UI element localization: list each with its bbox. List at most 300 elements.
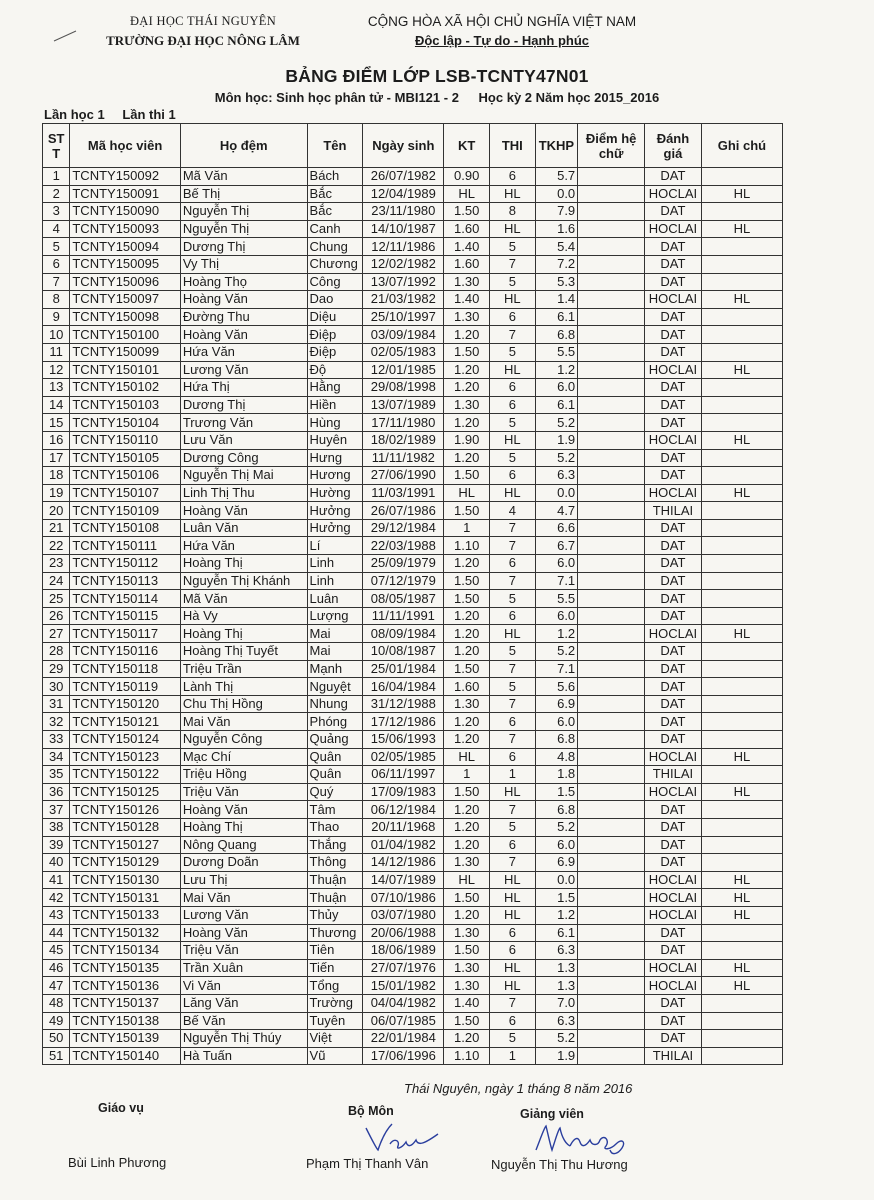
row-birthdate: 12/01/1985 (363, 361, 444, 379)
row-letter-grade (578, 731, 645, 749)
table-row (43, 643, 783, 661)
table-row (43, 361, 783, 379)
row-note (701, 643, 782, 661)
row-birthdate: 29/12/1984 (363, 519, 444, 537)
row-student-id: TCNTY150119 (70, 678, 180, 696)
row-birthdate: 08/05/1987 (363, 590, 444, 608)
row-tkhp: 1.5 (535, 889, 578, 907)
row-letter-grade (578, 220, 645, 238)
row-first-name: Tiến (307, 959, 363, 977)
table-row (43, 238, 783, 256)
table-row (43, 625, 783, 643)
row-letter-grade (578, 942, 645, 960)
row-evaluation: DAT (645, 643, 702, 661)
row-first-name: Lí (307, 537, 363, 555)
row-thi: 6 (490, 836, 536, 854)
table-row (43, 889, 783, 907)
row-evaluation: DAT (645, 379, 702, 397)
table-row (43, 185, 783, 203)
table-row (43, 994, 783, 1012)
row-note (701, 1047, 782, 1065)
row-tkhp: 4.8 (535, 748, 578, 766)
row-first-name: Dao (307, 291, 363, 309)
row-kt: HL (444, 185, 490, 203)
row-student-id: TCNTY150128 (70, 818, 180, 836)
row-kt: 1.20 (444, 625, 490, 643)
row-letter-grade (578, 801, 645, 819)
row-letter-grade (578, 238, 645, 256)
row-evaluation: DAT (645, 818, 702, 836)
row-tkhp: 6.0 (535, 607, 578, 625)
row-middle-name: Mai Văn (180, 889, 307, 907)
row-tkhp: 1.3 (535, 959, 578, 977)
row-student-id: TCNTY150139 (70, 1030, 180, 1048)
row-tkhp: 1.4 (535, 291, 578, 309)
row-first-name: Thao (307, 818, 363, 836)
row-note (701, 695, 782, 713)
row-stt: 46 (43, 959, 70, 977)
row-kt: 1.90 (444, 431, 490, 449)
row-note (701, 343, 782, 361)
row-note (701, 854, 782, 872)
row-letter-grade (578, 255, 645, 273)
row-birthdate: 20/06/1988 (363, 924, 444, 942)
row-student-id: TCNTY150091 (70, 185, 180, 203)
table-row (43, 836, 783, 854)
row-evaluation: DAT (645, 713, 702, 731)
row-birthdate: 13/07/1989 (363, 396, 444, 414)
row-birthdate: 04/04/1982 (363, 994, 444, 1012)
row-evaluation: DAT (645, 660, 702, 678)
row-letter-grade (578, 643, 645, 661)
row-middle-name: Hoàng Văn (180, 502, 307, 520)
row-student-id: TCNTY150116 (70, 643, 180, 661)
row-first-name: Mạnh (307, 660, 363, 678)
row-first-name: Tâm (307, 801, 363, 819)
row-thi: 7 (490, 519, 536, 537)
row-stt: 51 (43, 1047, 70, 1065)
row-thi: 7 (490, 255, 536, 273)
table-row (43, 291, 783, 309)
row-thi: 5 (490, 449, 536, 467)
row-first-name: Huyên (307, 431, 363, 449)
row-evaluation: DAT (645, 255, 702, 273)
row-birthdate: 25/09/1979 (363, 555, 444, 573)
row-note (701, 660, 782, 678)
row-thi: 6 (490, 396, 536, 414)
row-birthdate: 29/08/1998 (363, 379, 444, 397)
row-evaluation: HOCLAI (645, 220, 702, 238)
row-note (701, 1012, 782, 1030)
row-letter-grade (578, 361, 645, 379)
row-tkhp: 1.8 (535, 766, 578, 784)
row-first-name: Quý (307, 783, 363, 801)
row-tkhp: 5.2 (535, 818, 578, 836)
row-first-name: Trường (307, 994, 363, 1012)
row-kt: 1.30 (444, 854, 490, 872)
table-row (43, 255, 783, 273)
row-tkhp: 6.1 (535, 924, 578, 942)
row-note (701, 924, 782, 942)
row-tkhp: 1.9 (535, 431, 578, 449)
row-letter-grade (578, 713, 645, 731)
row-student-id: TCNTY150138 (70, 1012, 180, 1030)
row-kt: 1.30 (444, 695, 490, 713)
row-evaluation: HOCLAI (645, 977, 702, 995)
row-kt: 1.40 (444, 994, 490, 1012)
row-evaluation: DAT (645, 238, 702, 256)
row-birthdate: 18/06/1989 (363, 942, 444, 960)
row-evaluation: HOCLAI (645, 959, 702, 977)
row-tkhp: 1.2 (535, 906, 578, 924)
row-student-id: TCNTY150118 (70, 660, 180, 678)
row-evaluation: DAT (645, 414, 702, 432)
row-middle-name: Hoàng Văn (180, 291, 307, 309)
row-thi: HL (490, 871, 536, 889)
row-evaluation: HOCLAI (645, 783, 702, 801)
row-middle-name: Chu Thị Hồng (180, 695, 307, 713)
table-row (43, 379, 783, 397)
row-evaluation: DAT (645, 537, 702, 555)
row-birthdate: 15/06/1993 (363, 731, 444, 749)
row-letter-grade (578, 396, 645, 414)
row-stt: 47 (43, 977, 70, 995)
row-middle-name: Đường Thu (180, 308, 307, 326)
row-student-id: TCNTY150133 (70, 906, 180, 924)
row-thi: HL (490, 361, 536, 379)
row-thi: 6 (490, 168, 536, 186)
row-stt: 40 (43, 854, 70, 872)
row-middle-name: Dương Công (180, 449, 307, 467)
row-birthdate: 22/01/1984 (363, 1030, 444, 1048)
row-tkhp: 6.7 (535, 537, 578, 555)
row-student-id: TCNTY150109 (70, 502, 180, 520)
row-thi: HL (490, 906, 536, 924)
row-birthdate: 02/05/1985 (363, 748, 444, 766)
row-birthdate: 12/02/1982 (363, 255, 444, 273)
row-middle-name: Triệu Trần (180, 660, 307, 678)
row-thi: 6 (490, 748, 536, 766)
department-head-name: Phạm Thị Thanh Vân (306, 1156, 429, 1171)
row-tkhp: 1.5 (535, 783, 578, 801)
row-note (701, 766, 782, 784)
row-middle-name: Hoàng Thị (180, 625, 307, 643)
row-note (701, 555, 782, 573)
table-row (43, 449, 783, 467)
row-student-id: TCNTY150122 (70, 766, 180, 784)
table-row (43, 660, 783, 678)
table-row (43, 431, 783, 449)
row-thi: HL (490, 431, 536, 449)
row-note: HL (701, 220, 782, 238)
row-letter-grade (578, 678, 645, 696)
page-title: BẢNG ĐIỂM LỚP LSB-TCNTY47N01 (285, 66, 589, 86)
row-birthdate: 17/09/1983 (363, 783, 444, 801)
row-tkhp: 7.1 (535, 660, 578, 678)
row-letter-grade (578, 871, 645, 889)
row-birthdate: 17/06/1996 (363, 1047, 444, 1065)
row-birthdate: 14/10/1987 (363, 220, 444, 238)
row-tkhp: 5.2 (535, 414, 578, 432)
row-tkhp: 6.8 (535, 326, 578, 344)
row-student-id: TCNTY150115 (70, 607, 180, 625)
row-student-id: TCNTY150093 (70, 220, 180, 238)
grades-table (42, 123, 783, 1065)
table-row (43, 467, 783, 485)
row-birthdate: 03/09/1984 (363, 326, 444, 344)
row-letter-grade (578, 590, 645, 608)
row-tkhp: 1.2 (535, 361, 578, 379)
row-letter-grade (578, 836, 645, 854)
row-birthdate: 17/12/1986 (363, 713, 444, 731)
row-middle-name: Nguyễn Thị Thúy (180, 1030, 307, 1048)
row-thi: 5 (490, 678, 536, 696)
row-kt: 1.60 (444, 220, 490, 238)
row-stt: 17 (43, 449, 70, 467)
row-student-id: TCNTY150105 (70, 449, 180, 467)
row-birthdate: 27/07/1976 (363, 959, 444, 977)
row-evaluation: DAT (645, 1012, 702, 1030)
row-first-name: Chung (307, 238, 363, 256)
row-first-name: Tuyên (307, 1012, 363, 1030)
row-middle-name: Hoàng Văn (180, 924, 307, 942)
row-kt: 1.30 (444, 396, 490, 414)
row-student-id: TCNTY150134 (70, 942, 180, 960)
row-kt: 1.60 (444, 255, 490, 273)
table-row (43, 766, 783, 784)
row-evaluation: DAT (645, 942, 702, 960)
row-evaluation: HOCLAI (645, 484, 702, 502)
row-letter-grade (578, 748, 645, 766)
row-letter-grade (578, 467, 645, 485)
row-thi: 7 (490, 572, 536, 590)
row-stt: 34 (43, 748, 70, 766)
row-kt: HL (444, 748, 490, 766)
semester-label: Học kỳ 2 Năm học 2015_2016 (478, 90, 660, 105)
row-stt: 37 (43, 801, 70, 819)
row-middle-name: Nguyễn Thị Khánh (180, 572, 307, 590)
table-row (43, 871, 783, 889)
row-kt: 1.30 (444, 959, 490, 977)
row-thi: HL (490, 220, 536, 238)
row-first-name: Thông (307, 854, 363, 872)
row-first-name: Độ (307, 361, 363, 379)
row-kt: 1.20 (444, 414, 490, 432)
row-birthdate: 12/11/1986 (363, 238, 444, 256)
row-stt: 26 (43, 607, 70, 625)
row-note (701, 731, 782, 749)
row-note (701, 414, 782, 432)
department-title: Bộ Môn (348, 1104, 394, 1118)
row-letter-grade (578, 326, 645, 344)
row-first-name: Thuận (307, 871, 363, 889)
row-evaluation: DAT (645, 343, 702, 361)
row-note: HL (701, 783, 782, 801)
row-letter-grade (578, 783, 645, 801)
row-thi: HL (490, 959, 536, 977)
row-evaluation: DAT (645, 801, 702, 819)
row-stt: 32 (43, 713, 70, 731)
row-note (701, 713, 782, 731)
row-letter-grade (578, 555, 645, 573)
row-kt: 1.30 (444, 924, 490, 942)
row-middle-name: Nguyễn Thị (180, 220, 307, 238)
row-thi: 8 (490, 203, 536, 221)
row-middle-name: Dương Thị (180, 238, 307, 256)
row-kt: 1.20 (444, 818, 490, 836)
table-row (43, 537, 783, 555)
row-middle-name: Hoàng Thị (180, 555, 307, 573)
row-evaluation: DAT (645, 572, 702, 590)
row-evaluation: DAT (645, 308, 702, 326)
national-header (352, 12, 652, 50)
row-student-id: TCNTY150097 (70, 291, 180, 309)
row-kt: 1.20 (444, 555, 490, 573)
row-middle-name: Trương Văn (180, 414, 307, 432)
row-tkhp: 6.3 (535, 1012, 578, 1030)
row-evaluation: DAT (645, 836, 702, 854)
row-note: HL (701, 889, 782, 907)
row-letter-grade (578, 924, 645, 942)
row-letter-grade (578, 660, 645, 678)
attempt-info (44, 107, 190, 122)
col-kt: KT (444, 124, 490, 168)
row-first-name: Hằng (307, 379, 363, 397)
row-middle-name: Mã Văn (180, 168, 307, 186)
republic-name: CỘNG HÒA XÃ HỘI CHỦ NGHĨA VIỆT NAM (367, 14, 637, 29)
row-evaluation: DAT (645, 273, 702, 291)
row-student-id: TCNTY150099 (70, 343, 180, 361)
table-row (43, 168, 783, 186)
row-note: HL (701, 748, 782, 766)
row-first-name: Phóng (307, 713, 363, 731)
row-evaluation: DAT (645, 695, 702, 713)
row-note (701, 836, 782, 854)
lecturer-title: Giảng viên (520, 1107, 584, 1121)
row-middle-name: Hoàng Thị Tuyết (180, 643, 307, 661)
row-student-id: TCNTY150121 (70, 713, 180, 731)
row-note: HL (701, 959, 782, 977)
row-note (701, 590, 782, 608)
table-row (43, 906, 783, 924)
row-middle-name: Dương Doãn (180, 854, 307, 872)
row-letter-grade (578, 818, 645, 836)
row-note (701, 801, 782, 819)
row-stt: 5 (43, 238, 70, 256)
row-middle-name: Mai Văn (180, 713, 307, 731)
row-kt: 1.50 (444, 467, 490, 485)
row-tkhp: 6.3 (535, 942, 578, 960)
row-birthdate: 11/03/1991 (363, 484, 444, 502)
row-birthdate: 15/01/1982 (363, 977, 444, 995)
row-middle-name: Linh Thị Thu (180, 484, 307, 502)
study-attempt: Lần học 1 (44, 107, 105, 122)
row-birthdate: 26/07/1986 (363, 502, 444, 520)
table-row (43, 220, 783, 238)
row-note (701, 502, 782, 520)
row-evaluation: DAT (645, 994, 702, 1012)
row-stt: 8 (43, 291, 70, 309)
row-middle-name: Nguyễn Thị (180, 203, 307, 221)
table-row (43, 572, 783, 590)
row-tkhp: 0.0 (535, 484, 578, 502)
row-evaluation: DAT (645, 924, 702, 942)
row-stt: 25 (43, 590, 70, 608)
row-stt: 11 (43, 343, 70, 361)
row-middle-name: Mã Văn (180, 590, 307, 608)
row-middle-name: Hứa Văn (180, 343, 307, 361)
row-stt: 18 (43, 467, 70, 485)
row-student-id: TCNTY150106 (70, 467, 180, 485)
row-tkhp: 0.0 (535, 185, 578, 203)
row-birthdate: 31/12/1988 (363, 695, 444, 713)
row-first-name: Hưởng (307, 519, 363, 537)
row-tkhp: 6.8 (535, 731, 578, 749)
row-letter-grade (578, 695, 645, 713)
row-kt: 1.20 (444, 379, 490, 397)
row-letter-grade (578, 414, 645, 432)
row-tkhp: 7.1 (535, 572, 578, 590)
row-thi: 7 (490, 695, 536, 713)
row-letter-grade (578, 343, 645, 361)
row-evaluation: HOCLAI (645, 889, 702, 907)
row-letter-grade (578, 308, 645, 326)
row-tkhp: 7.2 (535, 255, 578, 273)
row-stt: 33 (43, 731, 70, 749)
col-thi: THI (490, 124, 536, 168)
row-student-id: TCNTY150096 (70, 273, 180, 291)
row-student-id: TCNTY150094 (70, 238, 180, 256)
row-kt: 1.40 (444, 238, 490, 256)
table-row (43, 308, 783, 326)
table-header-row (43, 124, 783, 168)
col-letter-grade: Điểm hệ chữ (578, 124, 645, 168)
row-middle-name: Trần Xuân (180, 959, 307, 977)
row-birthdate: 07/12/1979 (363, 572, 444, 590)
row-middle-name: Lành Thị (180, 678, 307, 696)
row-student-id: TCNTY150126 (70, 801, 180, 819)
row-stt: 49 (43, 1012, 70, 1030)
row-note: HL (701, 871, 782, 889)
row-student-id: TCNTY150125 (70, 783, 180, 801)
row-student-id: TCNTY150095 (70, 255, 180, 273)
row-first-name: Hường (307, 484, 363, 502)
row-middle-name: Bế Văn (180, 1012, 307, 1030)
row-kt: 1.40 (444, 291, 490, 309)
row-birthdate: 02/05/1983 (363, 343, 444, 361)
table-row (43, 678, 783, 696)
row-birthdate: 25/01/1984 (363, 660, 444, 678)
row-student-id: TCNTY150131 (70, 889, 180, 907)
table-row (43, 977, 783, 995)
exam-attempt: Lần thi 1 (122, 107, 176, 122)
row-stt: 27 (43, 625, 70, 643)
table-row (43, 1030, 783, 1048)
row-kt: 1.50 (444, 572, 490, 590)
row-student-id: TCNTY150132 (70, 924, 180, 942)
table-row (43, 818, 783, 836)
row-student-id: TCNTY150120 (70, 695, 180, 713)
lecturer-name: Nguyễn Thị Thu Hương (491, 1157, 628, 1172)
row-tkhp: 5.6 (535, 678, 578, 696)
row-letter-grade (578, 273, 645, 291)
row-letter-grade (578, 185, 645, 203)
row-middle-name: Hoàng Văn (180, 801, 307, 819)
row-first-name: Bắc (307, 203, 363, 221)
row-stt: 24 (43, 572, 70, 590)
row-middle-name: Luân Văn (180, 519, 307, 537)
table-row (43, 1012, 783, 1030)
